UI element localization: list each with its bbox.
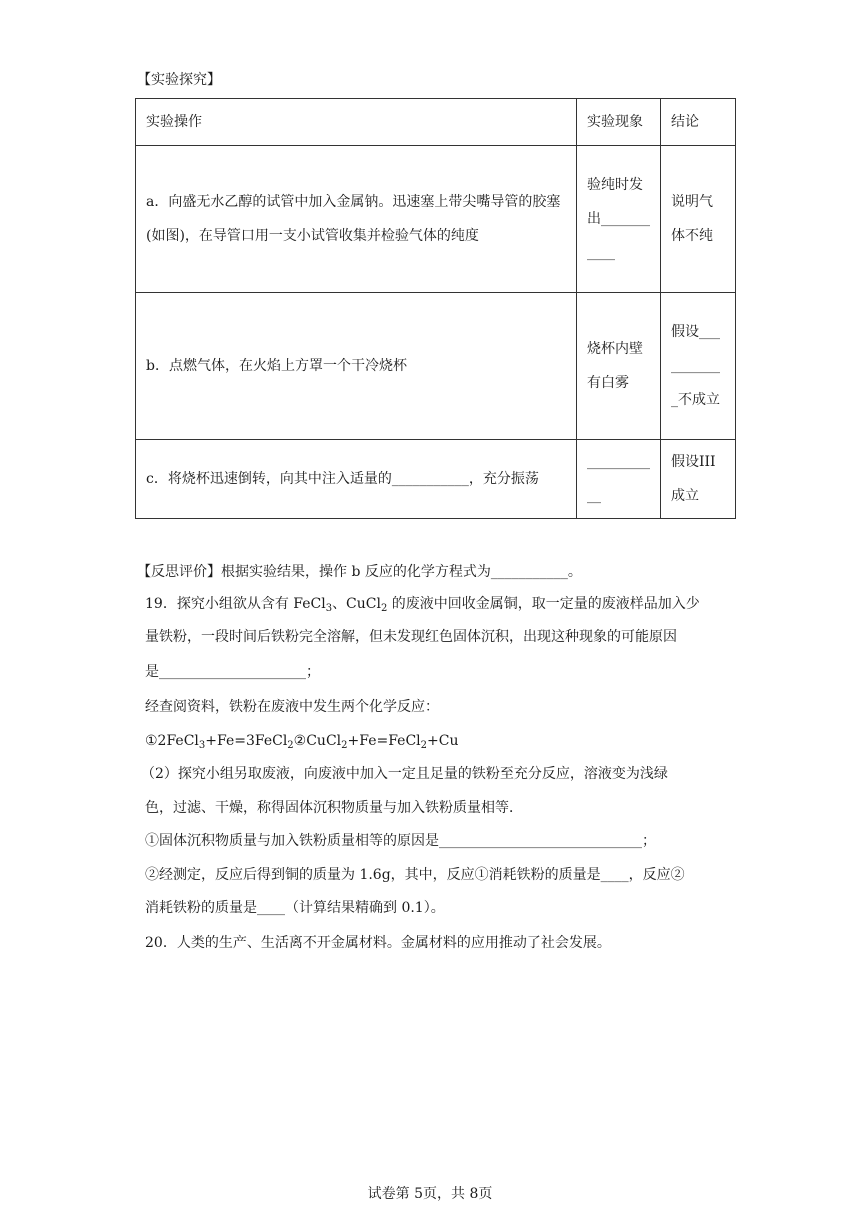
phenomenon-a: 验纯时发出___________ <box>577 146 661 293</box>
q19-line1: 19．探究小组欲从含有 FeCl$_3$、CuCl$_2$ 的废液中回收金属铜，取一定量的废液样品加入少 <box>145 596 700 614</box>
conclusion-a: 说明气体不纯 <box>661 146 736 293</box>
reflection-text: 【反思评价】根据实验结果，操作 b 反应的化学方程式为___________。 <box>137 564 582 580</box>
q19-part2-line5: 消耗铁粉的质量是____（计算结果精确到 0.1）。 <box>145 900 445 916</box>
header-operation: 实验操作 <box>136 99 577 146</box>
conclusion-b: 假设___________不成立 <box>661 293 736 440</box>
q19-line4: 经查阅资料，铁粉在废液中发生两个化学反应： <box>145 699 439 715</box>
section-title: 【实验探究】 <box>137 72 221 88</box>
operation-c: c．将烧杯迅速倒转，向其中注入适量的___________，充分振荡 <box>136 440 577 519</box>
q19-line3: 是_____________________； <box>145 664 320 680</box>
table-row <box>136 440 736 519</box>
q19-part2-line3: ①固体沉积物质量与加入铁粉质量相等的原因是_____________________________； <box>145 833 656 849</box>
q19-equations: ①2FeCl$_3$+Fe=3FeCl$_2$②CuCl$_2$+Fe=FeCl$_2$+Cu <box>145 733 459 751</box>
header-phenomenon: 实验现象 <box>577 99 661 146</box>
header-conclusion: 结论 <box>661 99 736 146</box>
q19-line2: 量铁粉，一段时间后铁粉完全溶解，但未发现红色固体沉积，出现这种现象的可能原因 <box>145 629 677 645</box>
table-row <box>136 146 736 293</box>
table-header-row <box>136 99 736 146</box>
phenomenon-b: 烧杯内壁有白雾 <box>577 293 661 440</box>
page-footer: 试卷第 5页，共 8页 <box>367 1186 493 1202</box>
phenomenon-c: ___________ <box>577 440 661 519</box>
q19-part2-line1: （2）探究小组另取废液，向废液中加入一定且足量的铁粉至充分反应，溶液变为浅绿 <box>141 766 668 782</box>
operation-b: b．点燃气体，在火焰上方罩一个干冷烧杯 <box>136 293 577 440</box>
conclusion-c: 假设III成立 <box>661 440 736 519</box>
experiment-table <box>135 98 736 519</box>
operation-a: a．向盛无水乙醇的试管中加入金属钠。迅速塞上带尖嘴导管的胶塞(如图)，在导管口用一支小试管收集并检验气体的纯度 <box>136 146 577 293</box>
q19-part2-line2: 色，过滤、干燥，称得固体沉积物质量与加入铁粉质量相等． <box>145 800 523 816</box>
q20-text: 20．人类的生产、生活离不开金属材料。金属材料的应用推动了社会发展。 <box>145 935 611 951</box>
q19-part2-line4: ②经测定，反应后得到铜的质量为 1.6g，其中，反应①消耗铁粉的质量是____，反应② <box>145 867 685 883</box>
table-row <box>136 293 736 440</box>
